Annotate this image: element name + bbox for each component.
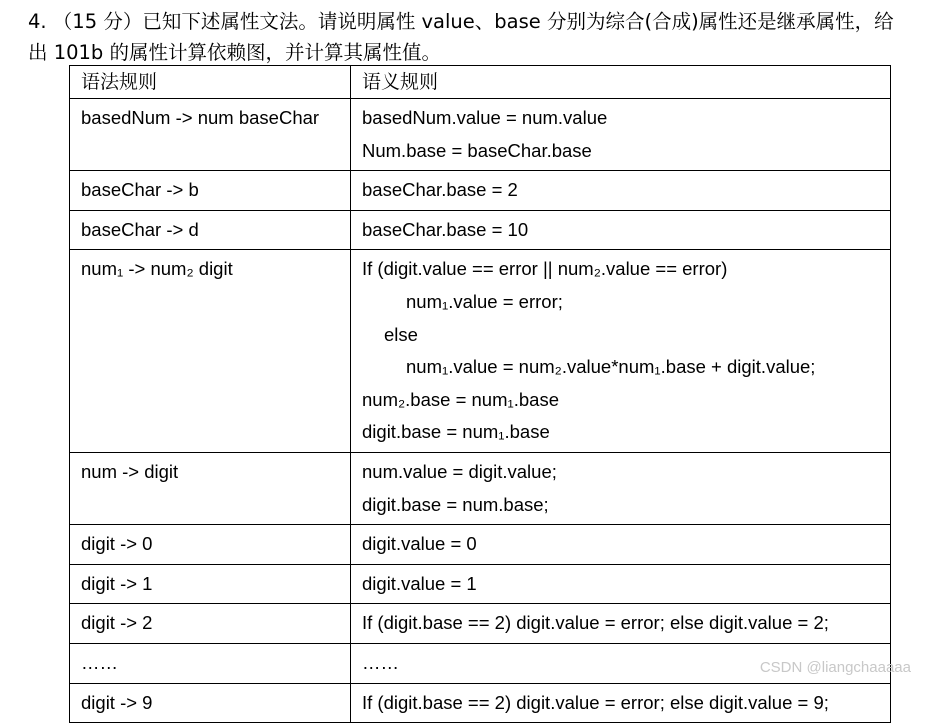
syntax-rule-cell	[70, 525, 351, 565]
semantic-rule-cell	[351, 525, 891, 565]
header-semantic-rule: 语义规则	[351, 66, 891, 99]
table-row	[70, 683, 891, 723]
syntax-rule-cell	[70, 210, 351, 250]
syntax-rule-cell	[70, 564, 351, 604]
header-syntax-rule: 语法规则	[70, 66, 351, 99]
table-row	[70, 525, 891, 565]
semantic-rule-line: digit.value = 0	[362, 533, 477, 555]
table-row	[70, 99, 891, 171]
question-text: 4. （15 分）已知下述属性文法。请说明属性 value、base 分别为综合(合成)属性还是继承属性，给出 101b 的属性计算依赖图，并计算其属性值。	[28, 10, 894, 64]
table-row	[70, 210, 891, 250]
semantic-rule-line: digit.value = 1	[362, 572, 477, 594]
syntax-rule-text: basedNum -> num baseChar	[81, 107, 320, 128]
syntax-rule-cell	[70, 643, 351, 683]
syntax-rule-text: digit -> 1	[81, 572, 153, 594]
semantic-rule-line: baseChar.base = 2	[362, 179, 518, 201]
syntax-rule-cell	[70, 99, 351, 171]
semantic-rule-line: If (digit.value == error || num₂.value == error)	[362, 258, 728, 280]
syntax-rule-text: ……	[81, 651, 118, 673]
semantic-rule-line: If (digit.base == 2) digit.value = error; else digit.value = 2;	[362, 612, 829, 634]
syntax-rule-cell	[70, 683, 351, 723]
semantic-rule-line: digit.base = num₁.base	[362, 421, 550, 443]
semantic-rule-cell	[351, 683, 891, 723]
semantic-rule-line: else	[384, 323, 418, 345]
semantic-rule-cell	[351, 250, 891, 453]
semantic-rule-line: num₁.value = num₂.value*num₁.base + digit.value;	[406, 356, 816, 378]
semantic-rule-line: Num.base = baseChar.base	[362, 139, 592, 161]
syntax-rule-cell	[70, 171, 351, 211]
attribute-grammar-table	[69, 65, 891, 723]
table-row	[70, 564, 891, 604]
syntax-rule-cell	[70, 452, 351, 524]
semantic-rule-line: If (digit.base == 2) digit.value = error; else digit.value = 9;	[362, 691, 829, 713]
syntax-rule-text: baseChar -> b	[81, 179, 199, 201]
semantic-rule-cell	[351, 604, 891, 644]
semantic-rule-line: baseChar.base = 10	[362, 218, 529, 240]
syntax-rule-cell	[70, 604, 351, 644]
semantic-rule-cell	[351, 99, 891, 171]
semantic-rule-line: basedNum.value = num.value	[362, 107, 608, 128]
table-row	[70, 604, 891, 644]
syntax-rule-text: baseChar -> d	[81, 218, 199, 240]
semantic-rule-cell	[351, 564, 891, 604]
syntax-rule-text: num₁ -> num₂ digit	[81, 258, 233, 280]
semantic-rule-line: num₁.value = error;	[406, 290, 563, 312]
syntax-rule-text: digit -> 9	[81, 691, 153, 713]
semantic-rule-line: num.value = digit.value;	[362, 460, 557, 482]
semantic-rule-cell	[351, 171, 891, 211]
watermark: CSDN @liangchaaaaa	[759, 659, 911, 676]
syntax-rule-text: digit -> 2	[81, 612, 153, 634]
semantic-rule-cell	[351, 210, 891, 250]
syntax-rule-cell	[70, 250, 351, 453]
semantic-rule-line: digit.base = num.base;	[362, 493, 549, 515]
syntax-rule-text: digit -> 0	[81, 533, 153, 555]
table-header-row	[70, 66, 891, 99]
table-row	[70, 452, 891, 524]
table-row	[70, 250, 891, 453]
table-body	[70, 99, 891, 723]
semantic-rule-line: ……	[362, 651, 399, 673]
syntax-rule-text: num -> digit	[81, 460, 179, 482]
table-row	[70, 171, 891, 211]
semantic-rule-cell	[351, 452, 891, 524]
semantic-rule-line: num₂.base = num₁.base	[362, 388, 559, 410]
